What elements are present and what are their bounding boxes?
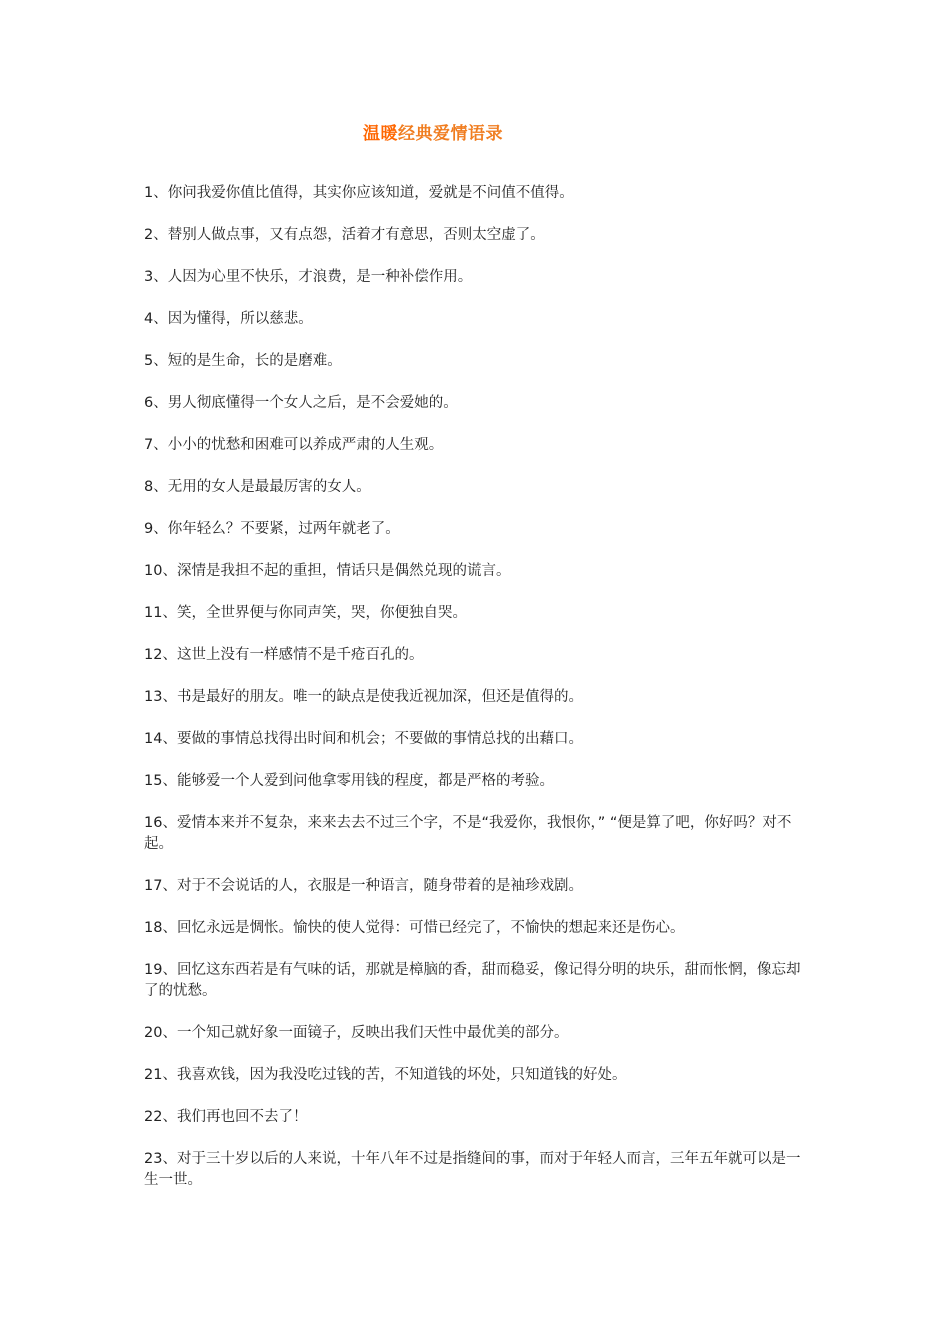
quote-item: 10、深情是我担不起的重担，情话只是偶然兑现的谎言。 (144, 563, 511, 579)
quote-item: 11、笑，全世界便与你同声笑，哭，你便独自哭。 (144, 605, 467, 621)
quote-item: 16、爱情本来并不复杂，来来去去不过三个字，不是“我爱你，我恨你，” “便是算了吧，你好吗？对不起。 (144, 815, 792, 852)
quote-item: 20、一个知己就好象一面镜子，反映出我们天性中最优美的部分。 (144, 1025, 569, 1041)
quote-item: 8、无用的女人是最最厉害的女人。 (144, 479, 371, 495)
quote-item: 22、我们再也回不去了！ (144, 1109, 308, 1125)
quote-item: 19、回忆这东西若是有气味的话，那就是樟脑的香，甜而稳妥，像记得分明的块乐，甜而怅惘，像忘却了的忧愁。 (144, 962, 801, 999)
quote-item: 14、要做的事情总找得出时间和机会；不要做的事情总找的出藉口。 (144, 731, 583, 747)
quote-item: 18、回忆永远是惆怅。愉快的使人觉得：可惜已经完了，不愉快的想起来还是伤心。 (144, 920, 685, 936)
quote-item: 5、短的是生命，长的是磨难。 (144, 353, 342, 369)
quote-item: 4、因为懂得，所以慈悲。 (144, 311, 313, 327)
quote-item: 9、你年轻么？不要紧，过两年就老了。 (144, 521, 400, 537)
quote-item: 2、替别人做点事，又有点怨，活着才有意思，否则太空虚了。 (144, 227, 545, 243)
quote-list (144, 183, 812, 1212)
quote-item: 7、小小的忧愁和困难可以养成严肃的人生观。 (144, 437, 444, 453)
quote-item: 3、人因为心里不快乐，才浪费，是一种补偿作用。 (144, 269, 473, 285)
title-rest: 经典爱情语录 (398, 124, 503, 144)
quote-item: 13、书是最好的朋友。唯一的缺点是使我近视加深，但还是值得的。 (144, 689, 583, 705)
quote-item: 23、对于三十岁以后的人来说，十年八年不过是指缝间的事，而对于年轻人而言，三年五年就可以是一生一世。 (144, 1151, 801, 1188)
quote-item: 6、男人彻底懂得一个女人之后，是不会爱她的。 (144, 395, 458, 411)
quote-item: 21、我喜欢钱，因为我没吃过钱的苦，不知道钱的坏处，只知道钱的好处。 (144, 1067, 627, 1083)
quote-item: 15、能够爱一个人爱到问他拿零用钱的程度，都是严格的考验。 (144, 773, 554, 789)
title-accent: 温暖 (363, 124, 398, 144)
quote-item: 1、你问我爱你值比值得，其实你应该知道，爱就是不问值不值得。 (144, 185, 574, 201)
quote-item: 12、这世上没有一样感情不是千疮百孔的。 (144, 647, 424, 663)
page-title (0, 122, 866, 146)
quote-item: 17、对于不会说话的人，衣服是一种语言，随身带着的是袖珍戏剧。 (144, 878, 583, 894)
